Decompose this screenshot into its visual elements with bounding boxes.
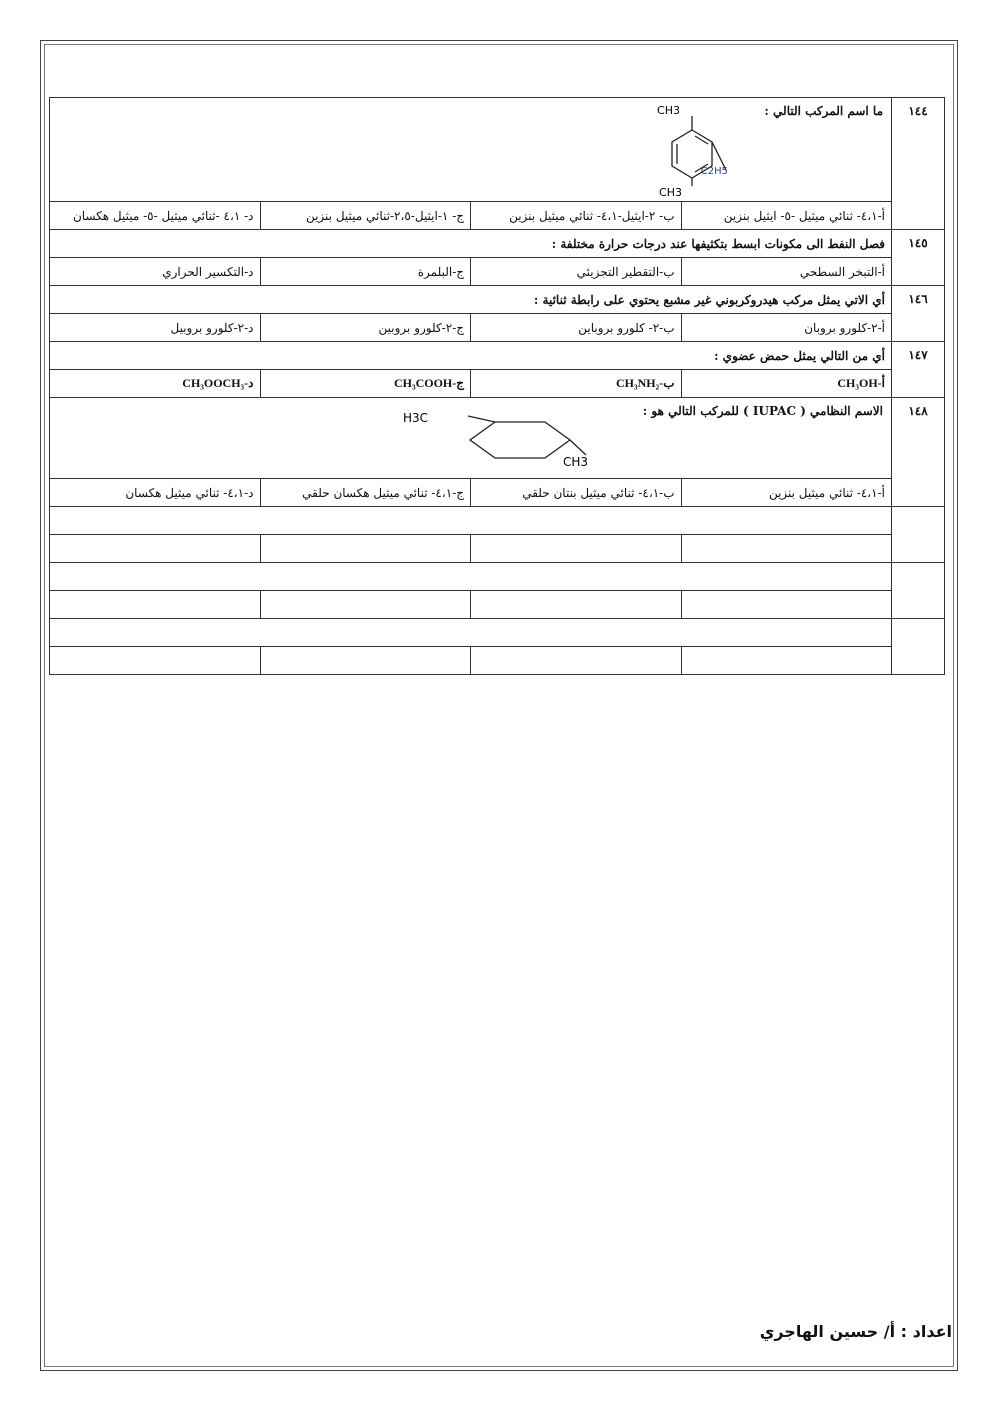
empty-option-cell	[260, 535, 471, 563]
option-d[interactable]: د-CH₃OOCH₃	[50, 370, 261, 398]
option-c[interactable]: ج-٢-كلورو بروبين	[260, 314, 471, 342]
question-text: الاسم النظامي ( IUPAC ) للمركب التالي هو :	[642, 404, 883, 418]
option-b[interactable]: ب-٢- كلورو بروباين	[471, 314, 682, 342]
empty-option-cell	[50, 647, 261, 675]
empty-number-cell	[892, 507, 945, 563]
empty-option-cell	[681, 647, 892, 675]
empty-text-cell	[50, 619, 892, 647]
option-b[interactable]: ب-٤،١- ثنائي ميثيل بنتان حلقي	[471, 479, 682, 507]
question-145-options	[50, 258, 945, 286]
option-b[interactable]: ب-التقطير التجزيئي	[471, 258, 682, 286]
option-a[interactable]: أ-٢-كلورو بروبان	[681, 314, 892, 342]
empty-option-cell	[681, 535, 892, 563]
option-b[interactable]: ب-CH₃NH₂	[471, 370, 682, 398]
questions-table	[49, 97, 945, 675]
question-147-row	[50, 342, 945, 370]
empty-options-row	[50, 591, 945, 619]
option-a[interactable]: أ-٤،١- ثنائي ميثيل بنزين	[681, 479, 892, 507]
methyl-label-right: CH3	[562, 455, 588, 469]
empty-option-cell	[471, 591, 682, 619]
question-number: ١٤٨	[892, 398, 945, 507]
question-number: ١٤٤	[892, 98, 945, 230]
option-a[interactable]: أ-CH₃OH	[681, 370, 892, 398]
question-text: ما اسم المركب التالي :	[764, 104, 883, 118]
empty-number-cell	[892, 619, 945, 675]
question-144-row	[50, 98, 945, 202]
empty-option-cell	[471, 535, 682, 563]
question-text: أي الاتي يمثل مركب هيدروكربوني غير مشبع يحتوي على رابطة ثنائية :	[50, 286, 892, 314]
question-144-text-cell	[50, 98, 892, 202]
empty-question-row	[50, 619, 945, 647]
question-144-options	[50, 202, 945, 230]
question-number: ١٤٦	[892, 286, 945, 342]
question-number: ١٤٥	[892, 230, 945, 286]
empty-option-cell	[50, 591, 261, 619]
question-146-options	[50, 314, 945, 342]
question-148-options	[50, 479, 945, 507]
option-c[interactable]: ج-٤،١- ثنائي ميثيل هكسان حلقي	[260, 479, 471, 507]
question-146-row	[50, 286, 945, 314]
empty-text-cell	[50, 507, 892, 535]
ethyl-label: C2H5	[700, 166, 728, 177]
empty-option-cell	[50, 535, 261, 563]
empty-options-row	[50, 535, 945, 563]
empty-question-row	[50, 563, 945, 591]
empty-text-cell	[50, 563, 892, 591]
empty-option-cell	[681, 591, 892, 619]
option-d[interactable]: د-التكسير الحراري	[50, 258, 261, 286]
option-d[interactable]: د-٢-كلورو بروبيل	[50, 314, 261, 342]
option-b[interactable]: ب- ٢-ايثيل-٤،١- ثنائي ميثيل بنزين	[471, 202, 682, 230]
empty-number-cell	[892, 563, 945, 619]
question-148-row	[50, 398, 945, 479]
empty-option-cell	[260, 591, 471, 619]
empty-options-row	[50, 647, 945, 675]
option-a[interactable]: أ-٤،١- ثنائي ميثيل -٥- ايثيل بنزين	[681, 202, 892, 230]
author-credit: اعداد : أ/ حسين الهاجري	[759, 1322, 952, 1341]
option-c[interactable]: ج-CH₃COOH	[260, 370, 471, 398]
benzene-structure-diagram	[640, 100, 780, 200]
question-text: أي من التالي يمثل حمض عضوي :	[50, 342, 892, 370]
option-d[interactable]: د-٤،١- ثنائي ميثيل هكسان	[50, 479, 261, 507]
option-c[interactable]: ج- ١-ايثيل-٢،٥-ثنائي ميثيل بنزين	[260, 202, 471, 230]
cyclohexane-structure-diagram	[402, 400, 620, 476]
option-c[interactable]: ج-البلمرة	[260, 258, 471, 286]
question-text: فصل النفط الى مكونات ابسط بتكثيفها عند درجات حرارة مختلفة :	[50, 230, 892, 258]
empty-question-row	[50, 507, 945, 535]
methyl-label-bottom: CH3	[659, 186, 682, 199]
option-d[interactable]: د- ٤،١ -ثنائي ميثيل -٥- ميثيل هكسان	[50, 202, 261, 230]
question-145-row	[50, 230, 945, 258]
methyl-label-left: H3C	[402, 411, 428, 425]
empty-option-cell	[260, 647, 471, 675]
question-148-text-cell	[50, 398, 892, 479]
question-number: ١٤٧	[892, 342, 945, 398]
question-147-options	[50, 370, 945, 398]
empty-option-cell	[471, 647, 682, 675]
methyl-label-top: CH3	[657, 104, 680, 117]
option-a[interactable]: أ-التبخر السطحي	[681, 258, 892, 286]
